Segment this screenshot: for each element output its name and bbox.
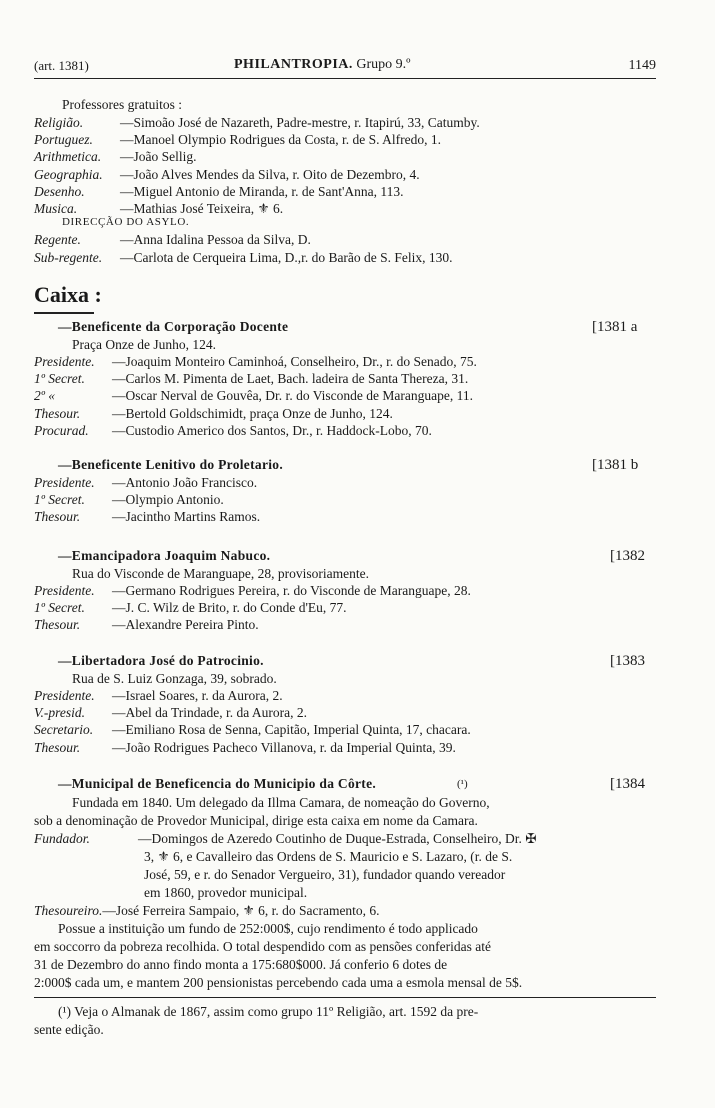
header-rule xyxy=(34,78,656,79)
entry-code: [1382 xyxy=(610,548,645,564)
professor-row-label: Religião. xyxy=(34,115,84,130)
founder-label: Fundador. xyxy=(34,831,90,846)
entry-officer-row-label: Thesour. xyxy=(34,739,81,755)
professor-row xyxy=(34,167,420,184)
entry-officer-row xyxy=(34,740,456,757)
municipal-note-ref: (¹) xyxy=(457,778,468,790)
header-title-main: PHILANTROPIA. xyxy=(234,57,353,72)
entry-officer-row xyxy=(34,600,347,617)
municipal-para1-l1: Fundada em 1840. Um delegado da Illma Camara, de nomeação do Governo, xyxy=(72,795,490,810)
page-number: 1149 xyxy=(628,58,656,73)
entry-officer-row-text: —Joaquim Monteiro Caminhoá, Conselheiro, Dr., r. do Senado, 75. xyxy=(112,354,477,369)
professor-row-text: —João Alves Mendes da Silva, r. Oito de Dezembro, 4. xyxy=(120,166,420,182)
treasurer-label: Thesoureiro. xyxy=(34,903,103,918)
entry-officer-row-label: Presidente. xyxy=(34,475,95,490)
municipal-para2-l2: em soccorro da pobreza recolhida. O total despendido com as pensões conferidas até xyxy=(34,939,491,954)
treasurer-text: —José Ferreira Sampaio, ⚜ 6, r. do Sacramento, 6. xyxy=(102,903,380,918)
entry-officer-row-text: —Abel da Trindade, r. da Aurora, 2. xyxy=(112,705,307,721)
founder-l2: 3, ⚜ 6, e Cavalleiro das Ordens de S. Mauricio e S. Lazaro, (r. de S. xyxy=(144,849,513,864)
caixa-heading: Caixa : xyxy=(34,282,102,307)
entry-officer-row xyxy=(34,406,393,423)
professor-row-label: Geographia. xyxy=(34,166,103,182)
caixa-rule xyxy=(34,312,94,314)
entry-officer-row-label: 2º « xyxy=(34,388,56,404)
footnote-l1: (¹) Veja o Almanak de 1867, assim como grupo 11º Religião, art. 1592 da pre- xyxy=(58,1004,479,1019)
entry-code: [1383 xyxy=(610,653,645,669)
entry-officer-row-text: —Jacintho Martins Ramos. xyxy=(112,509,261,525)
entry-officer-row-label: Procurad. xyxy=(34,422,89,438)
entry-address: Praça Onze de Junho, 124. xyxy=(72,337,216,352)
entry-officer-row-text: —Oscar Nerval de Gouvêa, Dr. r. do Visconde de Maranguape, 11. xyxy=(112,388,473,404)
professor-row-label: Musica. xyxy=(34,201,78,216)
entry-officer-row-text: —Emiliano Rosa de Senna, Capitão, Imperial Quinta, 17, chacara. xyxy=(112,722,471,738)
entry-officer-row-text: —Olympio Antonio. xyxy=(112,492,224,508)
municipal-para2-l1: Possue a instituição um fundo de 252:000$, cujo rendimento é todo applicado xyxy=(58,921,478,936)
entry-officer-row-text: —J. C. Wilz de Brito, r. do Conde d'Eu, 77. xyxy=(112,600,347,616)
professores-title: Professores gratuitos : xyxy=(62,97,182,112)
entry-officer-row-label: 1º Secret. xyxy=(34,600,85,616)
professor-row xyxy=(34,184,404,201)
professor-row-text: —Manoel Olympio Rodrigues da Costa, r. de S. Alfredo, 1. xyxy=(120,132,441,148)
entry-officer-row-text: —Carlos M. Pimenta de Laet, Bach. ladeira de Santa Thereza, 31. xyxy=(112,371,469,387)
entry-officer-row-label: Presidente. xyxy=(34,688,95,703)
entry-officer-row-label: Thesour. xyxy=(34,617,81,633)
entry-officer-row xyxy=(34,509,260,526)
direccao-title: DIRECÇÃO DO ASYLO. xyxy=(62,216,190,228)
professor-row-label: Portuguez. xyxy=(34,132,93,148)
entry-officer-row-label: 1º Secret. xyxy=(34,371,85,387)
entry-officer-row xyxy=(34,371,468,388)
entry-code: [1381 a xyxy=(592,319,638,335)
header-title xyxy=(234,57,411,74)
direccao-row-text: —Carlota de Cerqueira Lima, D.,r. do Barão de S. Felix, 130. xyxy=(120,250,453,265)
direccao-row-label: Regente. xyxy=(34,232,81,247)
entry-code: [1381 b xyxy=(592,457,639,473)
entry-officer-row-label: Thesour. xyxy=(34,509,81,525)
entry-name: —Beneficente da Corporação Docente xyxy=(58,319,289,334)
entry-officer-row xyxy=(34,617,259,634)
entry-officer-row xyxy=(34,388,473,405)
entry-officer-row-text: —Antonio João Francisco. xyxy=(112,475,258,490)
entry-officer-row-label: Secretario. xyxy=(34,722,94,738)
founder-l3: José, 59, e r. do Senador Vergueiro, 31), fundador quando vereador xyxy=(144,867,506,882)
founder-l1: —Domingos de Azeredo Coutinho de Duque-Estrada, Conselheiro, Dr. ✠ xyxy=(138,831,537,846)
header-article-ref: (art. 1381) xyxy=(34,58,89,73)
entry-officer-row-label: Thesour. xyxy=(34,405,81,421)
entry-officer-row xyxy=(34,492,224,509)
header-title-sub: Grupo 9.º xyxy=(356,57,411,72)
entry-officer-row xyxy=(34,354,477,371)
entry-address: Rua do Visconde de Maranguape, 28, provisoriamente. xyxy=(72,566,369,581)
municipal-para1-l2: sob a denominação de Provedor Municipal, dirige esta caixa em nome da Camara. xyxy=(34,813,478,828)
entry-officer-row-text: —Alexandre Pereira Pinto. xyxy=(112,617,259,633)
direccao-row xyxy=(34,250,453,267)
municipal-para2-l3: 31 de Dezembro do anno findo monta a 175:680$000. Já conferio 6 dotes de xyxy=(34,957,448,972)
entry-officer-row-text: —João Rodrigues Pacheco Villanova, r. da Imperial Quinta, 39. xyxy=(112,739,456,755)
professor-row-text: —Miguel Antonio de Miranda, r. de Sant'Anna, 113. xyxy=(120,183,404,199)
direccao-row-label: Sub-regente. xyxy=(34,250,103,265)
municipal-treasurer xyxy=(34,903,380,920)
professor-row xyxy=(34,132,441,149)
running-header xyxy=(34,58,656,78)
entry-officer-row-text: —Bertold Goldschimidt, praça Onze de Junho, 124. xyxy=(112,405,393,421)
municipal-para2-l4: 2:000$ cada um, e mantem 200 pensionistas percebendo cada uma a esmola mensal de 5$. xyxy=(34,975,523,990)
entry-officer-row-label: Presidente. xyxy=(34,354,95,369)
entry-officer-row-text: —Germano Rodrigues Pereira, r. do Visconde de Maranguape, 28. xyxy=(112,583,471,598)
municipal-founder xyxy=(34,831,537,848)
entry-officer-row xyxy=(34,722,471,739)
entry-officer-row xyxy=(34,423,432,440)
professor-row-label: Desenho. xyxy=(34,183,85,199)
entry-officer-row-text: —Israel Soares, r. da Aurora, 2. xyxy=(112,688,283,703)
direccao-row xyxy=(34,232,311,249)
entry-officer-row-label: Presidente. xyxy=(34,583,95,598)
entry-officer-row xyxy=(34,705,307,722)
entry-name: —Libertadora José do Patrocinio. xyxy=(58,653,264,668)
municipal-code: [1384 xyxy=(610,776,645,792)
entry-name: —Beneficente Lenitivo do Proletario. xyxy=(58,457,284,472)
professor-row xyxy=(34,149,197,166)
direccao-row-text: —Anna Idalina Pessoa da Silva, D. xyxy=(120,232,311,247)
professor-row-text: —João Sellig. xyxy=(120,149,197,165)
entry-officer-row-label: 1º Secret. xyxy=(34,492,85,508)
entry-address: Rua de S. Luiz Gonzaga, 39, sobrado. xyxy=(72,671,277,686)
footnote-l2: sente edição. xyxy=(34,1022,104,1037)
founder-l4: em 1860, provedor municipal. xyxy=(144,885,308,900)
entry-officer-row xyxy=(34,583,471,600)
entry-officer-row xyxy=(34,688,283,705)
entry-officer-row-label: V.-presid. xyxy=(34,705,86,721)
professor-row xyxy=(34,115,480,132)
municipal-name: —Municipal de Beneficencia do Municipio da Côrte. xyxy=(58,776,377,791)
professor-row-label: Arithmetica. xyxy=(34,149,102,165)
professor-row-text: —Mathias José Teixeira, ⚜ 6. xyxy=(120,201,284,216)
entry-officer-row-text: —Custodio Americo dos Santos, Dr., r. Haddock-Lobo, 70. xyxy=(112,422,432,438)
entry-name: —Emancipadora Joaquim Nabuco. xyxy=(58,548,271,563)
professor-row-text: —Simoão José de Nazareth, Padre-mestre, r. Itapirú, 33, Catumby. xyxy=(120,115,480,130)
entry-officer-row xyxy=(34,475,257,492)
footnote-rule xyxy=(34,997,656,998)
